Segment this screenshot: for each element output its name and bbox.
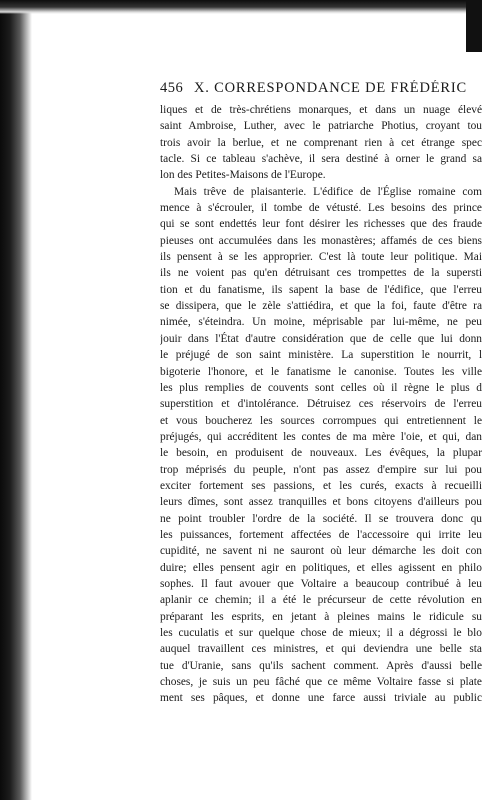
text-line: pieuses ont accumulées dans les monastères; affamés de ces biens [160,234,482,247]
text-line: le besoin, en produisent de nouveaux. Les évêques, la plupar [160,447,482,460]
text-line: les cuculatis et sur quelque chose de mieux; il a dégrossi le blo [160,627,482,639]
scan-shadow-top-right [466,0,482,52]
text-line: les puissances, fortement affectées de l'accessoire qui irrite leu [160,528,482,541]
text-line: saint Ambroise, Luther, avec le patriarche Photius, croyant tou [160,120,482,133]
text-line: qui se sont endettés leur font désirer les richesses que des fraude [160,218,482,231]
text-line: ne point troubler l'ordre de la société. Il se trouvera donc qu [160,512,482,525]
scan-shadow-top [0,0,482,14]
running-head: X. CORRESPONDANCE DE FRÉDÉRIC [194,80,467,96]
text-line: les plus remplies de couvents sont celles où il règne le plus d [160,381,482,394]
page-header [160,80,482,102]
text-line: nimée, s'éteindra. Un moine, méprisable par lui-même, ne peu [160,316,482,329]
scan-shadow-left [0,0,32,800]
text-line: sophes. Il faut avouer que Voltaire a beaucoup contribué à leu [160,577,482,590]
text-line: préparant les esprits, en jetant à pleines mains le ridicule su [160,610,482,623]
text-line: auquel travaillent ces ministres, et qui deviendra une belle sta [160,643,482,656]
text-line: duire; elles pensent agir en politiques, et elles agissent en philo [160,561,482,574]
text-line: leurs dîmes, sont assez tranquilles et bons citoyens d'ailleurs pou [160,496,482,509]
text-line: choses, je suis un peu fâché que ce même Voltaire fasse si plate [160,676,482,689]
text-line: ils pensent à se les approprier. C'est là toute leur politique. Mai [160,251,482,264]
text-line: mence à s'écrouler, il tombe de vétusté. Les besoins des prince [160,202,482,215]
text-line: exciter fortement ses passions, et les curés, exacts à recueilli [160,479,482,492]
text-line: tue d'Uranie, sans qu'ils sachent comment. Après d'aussi belle [160,659,482,672]
text-line: liques et de très-chrétiens monarques, et dans un nuage élevé [160,104,482,116]
text-line: préjugés, qui accréditent les contes de ma mère l'oie, et qui, dan [160,430,482,443]
text-line: cupidité, ne savent ni ne sauront où leur démarche les doit con [160,545,482,558]
text-line: tion et du fanatisme, ils sapent la base de l'édifice, que l'erreu [160,283,482,296]
body-text [160,102,482,707]
text-line: superstition et d'intolérance. Détruisez ces réservoirs de l'erreu [160,398,482,411]
text-line: Mais trêve de plaisanterie. L'édifice de l'Église romaine com [174,185,482,198]
text-line: le préjugé de son saint ministère. La superstition le nourrit, l [160,349,482,362]
text-line: aplanir ce chemin; il a été le précurseur de cette révolution en [160,594,482,607]
text-line: ment ses pâques, et donne une farce aussi triviale au public [160,692,482,705]
text-line: bigoterie l'honore, et le fanatisme le canonise. Toutes les ville [160,365,482,378]
text-line: jouir dans l'État d'autre considération que de celle que lui donn [160,332,482,345]
text-line: et vous boucherez les sources corrompues qui entretiennent le [160,414,482,427]
text-line: ils ne voient pas qu'en détruisant ces trompettes de la supersti [160,267,482,280]
text-line: tacle. Si ce tableau s'achève, il sera destiné à orner le grand sa [160,153,482,166]
text-line: lon des Petites-Maisons de l'Europe. [160,169,326,182]
text-line: se dissipera, que le zèle s'attiédira, et que la foi, faute d'être ra [160,300,482,313]
book-page [160,80,482,707]
page-number: 456 [160,80,184,96]
text-line: trop méprisés du peuple, n'ont pas assez d'empire sur lui pou [160,463,482,476]
text-line: trois avoir la berlue, et ne comprenant rien à cet étrange spec [160,136,482,149]
